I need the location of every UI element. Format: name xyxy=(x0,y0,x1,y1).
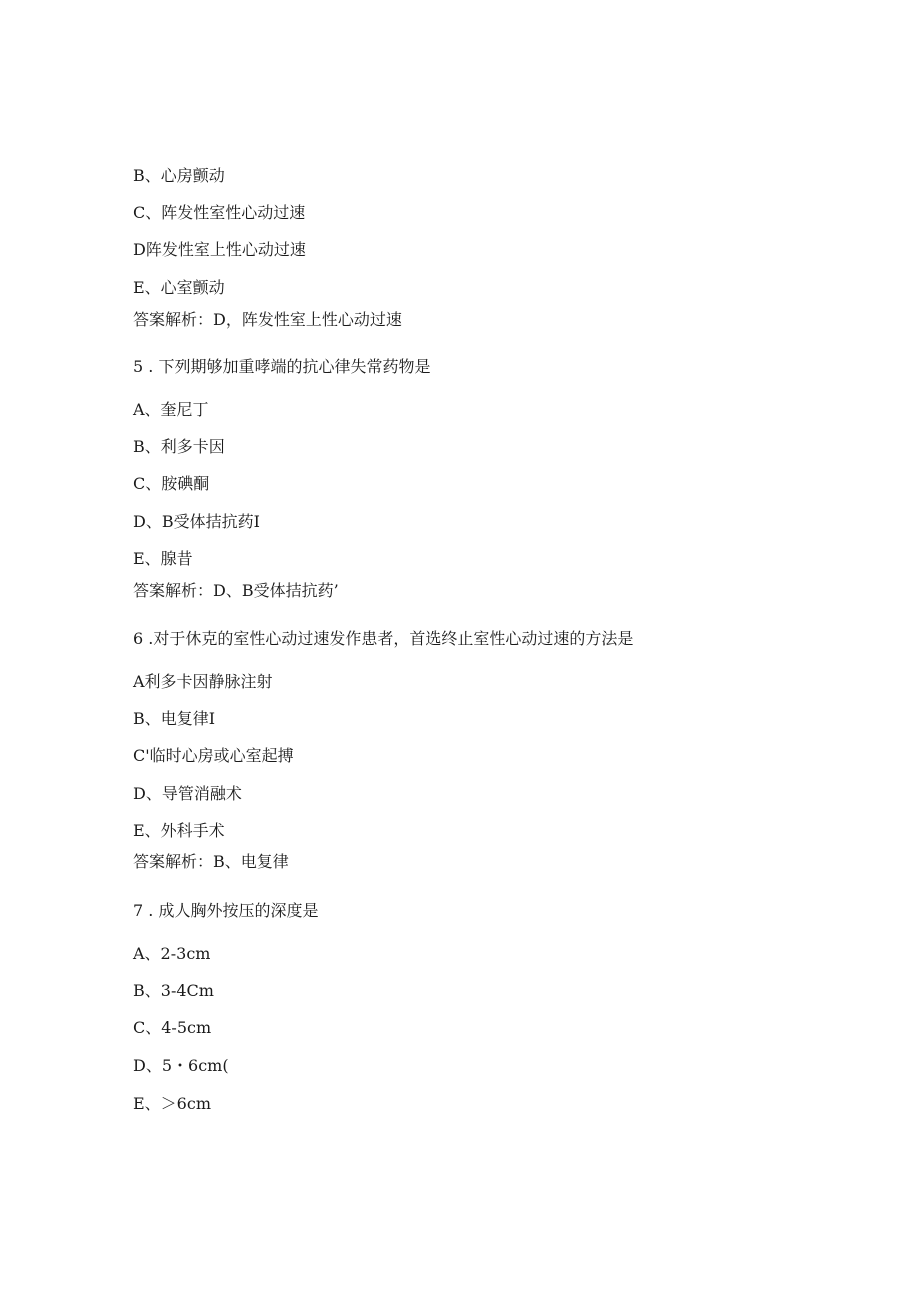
question-7: 7 . 成人胸外按压的深度是 xyxy=(133,901,319,920)
option-d-q6: D、导管消融术 xyxy=(133,784,242,803)
option-d-q5: D、B受体拮抗药I xyxy=(133,512,260,531)
option-d-q7: D、5・6cm( xyxy=(133,1056,229,1075)
answer-q5: 答案解析：D、B受体拮抗药’ xyxy=(133,581,339,600)
option-e-q6: E、外科手术 xyxy=(133,821,225,840)
option-a-q6: A利多卡因静脉注射 xyxy=(133,672,273,691)
option-b-q5: B、利多卡因 xyxy=(133,437,225,456)
option-c-q7: C、4-5cm xyxy=(133,1018,212,1037)
question-6: 6 .对于休克的室性心动过速发作患者，首选终止室性心动过速的方法是 xyxy=(133,629,634,648)
option-c-q6: C'临时心房或心室起搏 xyxy=(133,746,294,765)
question-5: 5 . 下列期够加重哮端的抗心律失常药物是 xyxy=(133,357,431,376)
answer-q6: 答案解析：B、电复律 xyxy=(133,852,289,871)
option-b-q6: B、电复律I xyxy=(133,709,216,728)
option-e-q4: E、心室颤动 xyxy=(133,278,225,297)
option-b-q7: B、3-4Cm xyxy=(133,981,214,1000)
option-e-q5: E、腺昔 xyxy=(133,549,193,568)
option-a-q7: A、2-3cm xyxy=(133,944,211,963)
option-a-q5: A、奎尼丁 xyxy=(133,400,209,419)
option-b-q4: B、心房颤动 xyxy=(133,166,225,185)
option-d-q4: D阵发性室上性心动过速 xyxy=(133,240,306,259)
option-c-q5: C、胺碘酮 xyxy=(133,474,210,493)
option-e-q7: E、＞6cm xyxy=(133,1094,211,1113)
option-c-q4: C、阵发性室性心动过速 xyxy=(133,203,306,222)
answer-q4: 答案解析：D，阵发性室上性心动过速 xyxy=(133,310,402,329)
